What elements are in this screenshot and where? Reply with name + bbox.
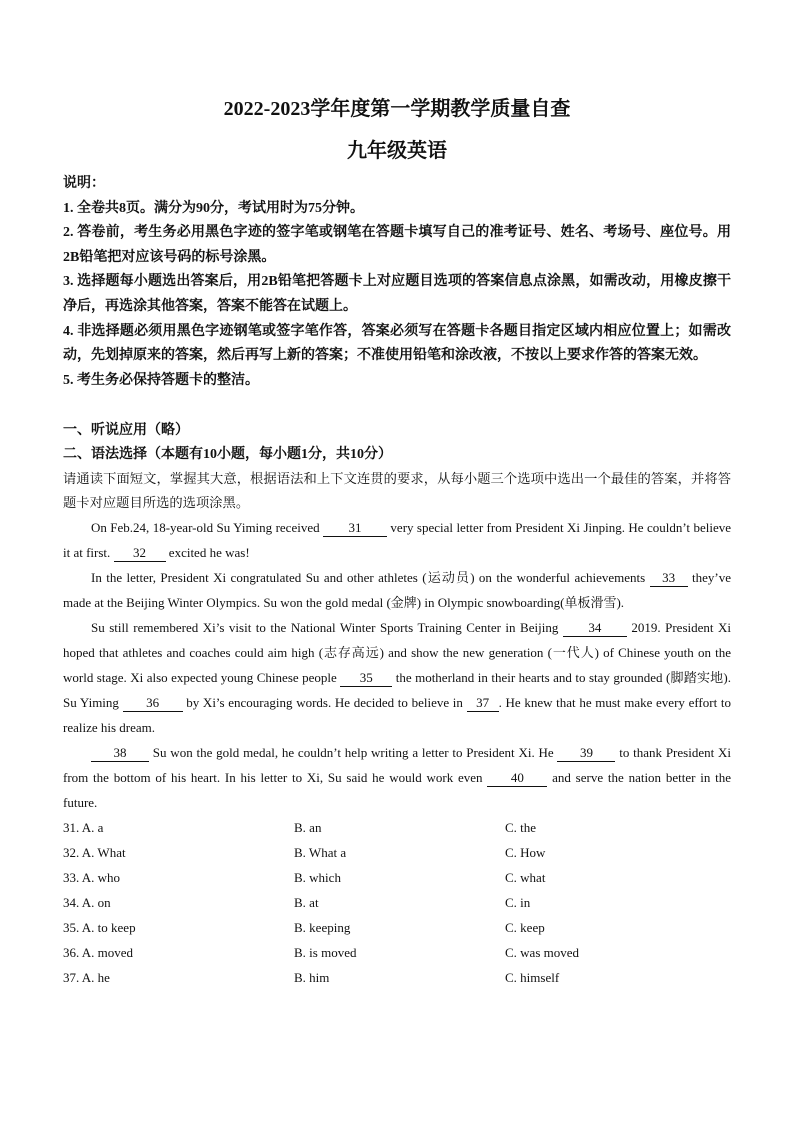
- exam-page: [63, 96, 731, 990]
- note-item: 1. 全卷共8页。满分为90分，考试用时为75分钟。: [63, 200, 364, 216]
- passage-text: to thank President Xi from the bottom of his heart. In his letter to Xi, Su said he would work even: [63, 745, 731, 786]
- option-row: [63, 965, 731, 990]
- passage-text: In the letter, President Xi congratulated Su and other athletes (运动员) on the wonderful achievements: [91, 570, 650, 586]
- option-c: C. himself: [505, 970, 560, 986]
- option-c: C. in: [505, 895, 531, 911]
- option-a: 32. A. What: [63, 845, 126, 861]
- section-heading-listening: 一、听说应用（略）: [63, 423, 189, 439]
- option-a: 33. A. who: [63, 870, 121, 886]
- blank-35: 35: [340, 669, 392, 687]
- option-c: C. How: [505, 845, 546, 861]
- option-a: 36. A. moved: [63, 945, 134, 961]
- option-c: C. the: [505, 820, 537, 836]
- passage-paragraph: [63, 740, 731, 815]
- option-row: [63, 840, 731, 865]
- section-heading-grammar: 二、语法选择（本题有10小题，每小题1分，共10分）: [63, 447, 392, 463]
- note-item: 3. 选择题每小题选出答案后，用2B铅笔把答题卡上对应题目选项的答案信息点涂黑，如需改动，用橡皮擦干净后，再选涂其他答案，答案不能答在试题上。: [63, 274, 731, 314]
- note-item: 4. 非选择题必须用黑色字迹钢笔或签字笔作答，答案必须写在答题卡各题目指定区域内相应位置上；如需改动，先划掉原来的答案，然后再写上新的答案；不准使用铅笔和涂改液，不按以上要求作答的答案无效。: [63, 323, 731, 364]
- option-b: B. keeping: [294, 920, 351, 936]
- passage-text: the motherland in their hearts and to stay grounded (脚踏实地). Su Yiming: [63, 670, 731, 711]
- option-row: [63, 940, 731, 965]
- note-item: 5. 考生务必保持答题卡的整洁。: [63, 372, 259, 388]
- passage-paragraph: [63, 615, 731, 740]
- option-row: [63, 815, 731, 840]
- section-instruction: 请通读下面短文，掌握其大意，根据语法和上下文连贯的要求，从每小题三个选项中选出一个最佳的答案，并将答题卡对应题目所选的选项涂黑。: [63, 471, 731, 511]
- option-row: [63, 890, 731, 915]
- blank-37: 37: [467, 694, 499, 712]
- note-item: 2. 答卷前，考生务必用黑色字迹的签字笔或钢笔在答题卡填写自己的准考证号、姓名、考场号、座位号。用2B铅笔把对应该号码的标号涂黑。: [63, 225, 731, 265]
- passage-text: . He knew that he must make every effort to realize his dream.: [63, 695, 731, 736]
- passage-text: Su still remembered Xi’s visit to the National Winter Sports Training Center in Beijing: [91, 620, 563, 636]
- options-list: [63, 815, 731, 990]
- passage-text: Su won the gold medal, he couldn’t help writing a letter to President Xi. He: [149, 745, 558, 761]
- option-a: 34. A. on: [63, 895, 111, 911]
- option-a: 37. A. he: [63, 970, 110, 986]
- option-row: [63, 915, 731, 940]
- blank-40: 40: [487, 769, 547, 787]
- blank-38: 38: [91, 744, 149, 762]
- option-b: B. What a: [294, 845, 347, 861]
- blank-33: 33: [650, 569, 688, 587]
- blank-39: 39: [557, 744, 615, 762]
- passage-text: On Feb.24, 18-year-old Su Yiming received: [91, 520, 324, 536]
- option-b: B. him: [294, 970, 330, 986]
- notes-heading: 说明：: [63, 176, 105, 191]
- passage-text: 2019. President Xi hoped that athletes and coaches could aim high (志存高远) and show the new generation (一代人) of Chinese youth on the world stage. Xi also expected young Chinese people: [63, 620, 732, 686]
- option-c: C. what: [505, 870, 546, 886]
- blank-34: 34: [563, 619, 627, 637]
- blank-31: 31: [323, 519, 387, 537]
- instructions-notes: [63, 172, 731, 393]
- option-a: 35. A. to keep: [63, 920, 136, 936]
- option-b: B. is moved: [294, 945, 357, 961]
- option-c: C. was moved: [505, 945, 580, 961]
- passage-text: they’ve made at the Beijing Winter Olympics. Su won the gold medal (金牌) in Olympic snowboarding(单板滑雪).: [63, 570, 731, 611]
- option-b: B. which: [294, 870, 341, 886]
- option-b: B. an: [294, 820, 322, 836]
- passage-text: very special letter from President Xi Jinping. He couldn’t believe it at first.: [63, 520, 731, 561]
- option-row: [63, 865, 731, 890]
- passage-paragraph: [63, 515, 731, 565]
- passage-text: by Xi’s encouraging words. He decided to believe in: [182, 695, 467, 711]
- passage-text: excited he was!: [165, 545, 250, 561]
- option-a: 31. A. a: [63, 820, 104, 836]
- exam-title: 2022-2023学年度第一学期教学质量自查: [223, 98, 571, 120]
- exam-subtitle: 九年级英语: [347, 140, 447, 162]
- option-b: B. at: [294, 895, 319, 911]
- blank-36: 36: [123, 694, 183, 712]
- passage-paragraph: [63, 565, 731, 615]
- option-c: C. keep: [505, 920, 545, 936]
- passage-text: and serve the nation better in the future.: [63, 770, 731, 811]
- blank-32: 32: [114, 544, 166, 562]
